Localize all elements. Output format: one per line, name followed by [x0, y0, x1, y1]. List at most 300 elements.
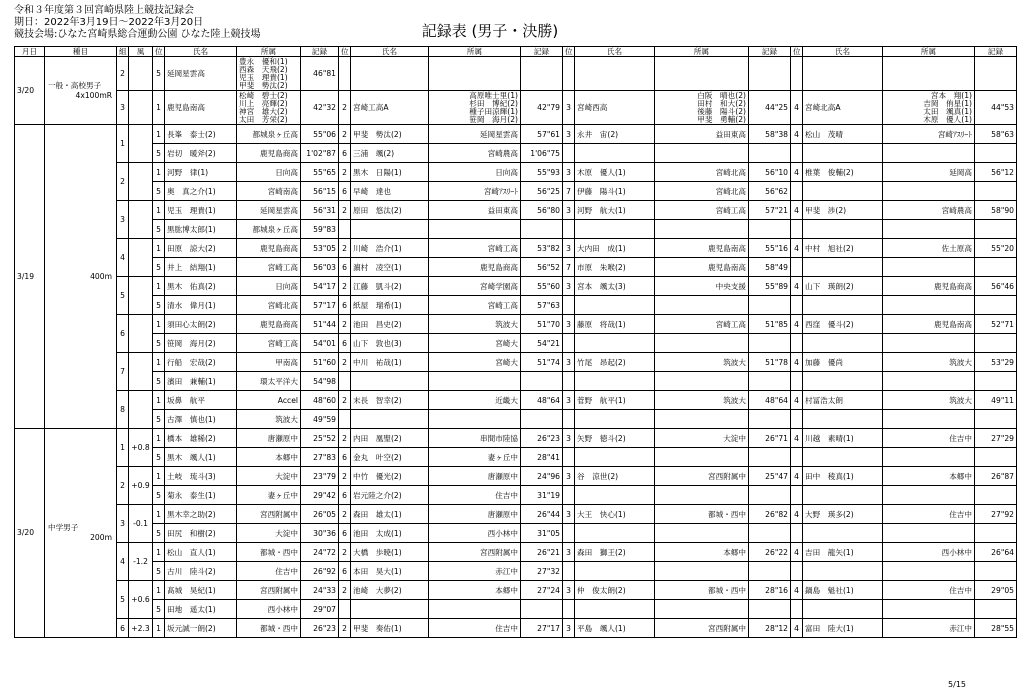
- affiliation: 鹿児島商高: [237, 315, 301, 334]
- place: 3: [563, 505, 575, 524]
- place: 2: [339, 391, 351, 410]
- record-empty: [521, 57, 563, 91]
- athlete-name-empty: [803, 334, 883, 353]
- place-empty: [563, 372, 575, 391]
- result-row: [15, 581, 1017, 600]
- athlete-name: 田尻 和樹(2): [165, 524, 237, 543]
- record-empty: [975, 448, 1017, 467]
- affiliation-empty: [655, 600, 749, 619]
- record: 55"60: [521, 277, 563, 296]
- result-row: [15, 448, 1017, 467]
- place-empty: [791, 258, 803, 277]
- relay-members: [429, 91, 521, 125]
- place-empty: [791, 410, 803, 429]
- record-empty: [521, 410, 563, 429]
- athlete-name: 濵村 凌空(1): [351, 258, 429, 277]
- affiliation-empty: [883, 410, 975, 429]
- affiliation: 宮西附属中: [237, 581, 301, 600]
- affiliation: 本郷中: [429, 581, 521, 600]
- record: 26"71: [749, 429, 791, 448]
- athlete-name: 木原 優人(1): [575, 163, 655, 182]
- place-empty: [563, 600, 575, 619]
- heat-number: 4: [117, 543, 129, 581]
- relay-member: 甲斐 勢汰(2): [239, 80, 288, 90]
- athlete-name: 須田心太朗(2): [165, 315, 237, 334]
- relay-member: 甲斐 勇輔(2): [697, 114, 746, 124]
- record: 46"81: [301, 57, 339, 91]
- place: 5: [153, 448, 165, 467]
- athlete-name: 大王 快心(1): [575, 505, 655, 524]
- record: 26"87: [975, 467, 1017, 486]
- affiliation-empty: [883, 182, 975, 201]
- affiliation-empty: [883, 600, 975, 619]
- athlete-name: 黒木 颯人(1): [165, 448, 237, 467]
- athlete-name-empty: [803, 220, 883, 239]
- record-empty: [749, 600, 791, 619]
- athlete-name: 川越 素晴(1): [803, 429, 883, 448]
- affiliation: 住吉中: [883, 429, 975, 448]
- affiliation-empty: [883, 448, 975, 467]
- column-header: 位: [791, 47, 803, 57]
- athlete-name: 竹尾 昂起(2): [575, 353, 655, 372]
- record: 55"06: [301, 125, 339, 144]
- relay-member: 太田 芳栄(2): [239, 114, 288, 124]
- place: 4: [791, 543, 803, 562]
- athlete-name: 川崎 浩介(1): [351, 239, 429, 258]
- wind-reading: [129, 353, 153, 391]
- wind-reading: +0.6: [129, 581, 153, 619]
- place: 6: [339, 448, 351, 467]
- place: 5: [153, 524, 165, 543]
- result-row: [15, 182, 1017, 201]
- relay-member: 児玉 理貴(1): [239, 72, 288, 82]
- athlete-name-empty: [575, 220, 655, 239]
- athlete-name: 坂鼻 航平: [165, 391, 237, 410]
- place: 2: [339, 277, 351, 296]
- heat-number: 2: [117, 467, 129, 505]
- record: 56"62: [749, 182, 791, 201]
- meet-name: 令和３年度第３回宮崎県陸上競技記録会: [14, 5, 194, 16]
- record: 51"70: [521, 315, 563, 334]
- record-empty: [521, 600, 563, 619]
- result-row: [15, 315, 1017, 334]
- record-empty: [749, 144, 791, 163]
- result-row: [15, 391, 1017, 410]
- wind-reading: +0.8: [129, 429, 153, 467]
- athlete-name: 仲 俊太朗(2): [575, 581, 655, 600]
- heat-number: 5: [117, 581, 129, 619]
- record: 24"72: [301, 543, 339, 562]
- event-name: 400m: [90, 271, 112, 281]
- affiliation: 住吉中: [237, 562, 301, 581]
- athlete-name-empty: [351, 372, 429, 391]
- heat-number: 4: [117, 239, 129, 277]
- affiliation: 宮崎大: [429, 353, 521, 372]
- athlete-name: 坂元誠一朗(2): [165, 619, 237, 638]
- athlete-name: 土岐 琉斗(3): [165, 467, 237, 486]
- heat-number: 3: [117, 91, 129, 125]
- place: 6: [339, 144, 351, 163]
- affiliation-empty: [883, 562, 975, 581]
- athlete-name: 田中 稜真(1): [803, 467, 883, 486]
- heat-number: 3: [117, 505, 129, 543]
- place: 2: [339, 619, 351, 638]
- event-name: 200m: [90, 533, 112, 542]
- athlete-name: 濱田 兼輔(1): [165, 372, 237, 391]
- column-header: 位: [563, 47, 575, 57]
- athlete-name-empty: [803, 144, 883, 163]
- place: 4: [791, 619, 803, 638]
- record: 48"64: [749, 391, 791, 410]
- athlete-name: 清水 偉月(1): [165, 296, 237, 315]
- record: 1'06"75: [521, 144, 563, 163]
- athlete-name-empty: [803, 258, 883, 277]
- athlete-name: 古澤 慎也(1): [165, 410, 237, 429]
- place: 3: [563, 201, 575, 220]
- heat-number: 6: [117, 315, 129, 353]
- affiliation: 鹿児島南高: [883, 315, 975, 334]
- record: 51"78: [749, 353, 791, 372]
- wind-reading: [129, 163, 153, 201]
- result-row: [15, 57, 1017, 91]
- record: 55"89: [749, 277, 791, 296]
- athlete-name: 原田 悠汰(2): [351, 201, 429, 220]
- athlete-name-empty: [575, 334, 655, 353]
- wind-reading: [129, 125, 153, 163]
- place-empty: [791, 486, 803, 505]
- athlete-name: 延岡星雲高: [165, 57, 237, 91]
- place: 3: [563, 239, 575, 258]
- affiliation: 唐瀬原中: [237, 429, 301, 448]
- record-empty: [975, 600, 1017, 619]
- record: 56"10: [749, 163, 791, 182]
- affiliation: 宮崎北高: [655, 182, 749, 201]
- athlete-name: 森田 獅王(2): [575, 543, 655, 562]
- column-header: 記録: [975, 47, 1017, 57]
- athlete-name-empty: [803, 524, 883, 543]
- affiliation: 宮西附属中: [655, 619, 749, 638]
- place-empty: [791, 296, 803, 315]
- place-empty: [791, 562, 803, 581]
- affiliation-empty: [655, 220, 749, 239]
- place: 1: [153, 315, 165, 334]
- affiliation-empty: [429, 57, 521, 91]
- place: 1: [153, 391, 165, 410]
- page-number: 5/15: [948, 680, 966, 689]
- athlete-name: 藤原 将哉(1): [575, 315, 655, 334]
- place-empty: [339, 600, 351, 619]
- relay-members: [237, 91, 301, 125]
- affiliation: 本郷中: [883, 467, 975, 486]
- athlete-name: 鍋島 魁社(1): [803, 581, 883, 600]
- athlete-name: 宮本 颯太(3): [575, 277, 655, 296]
- place: 3: [563, 277, 575, 296]
- record: 57"63: [521, 296, 563, 315]
- record: 27"32: [521, 562, 563, 581]
- event-date: 3/20: [15, 429, 45, 638]
- record: 27"83: [301, 448, 339, 467]
- place-empty: [563, 524, 575, 543]
- relay-member: 太田 颯真(1): [923, 106, 972, 116]
- heat-number: 2: [117, 57, 129, 91]
- record-empty: [975, 220, 1017, 239]
- affiliation: 赤江中: [429, 562, 521, 581]
- affiliation: 延岡星雲高: [429, 125, 521, 144]
- affiliation: 住吉中: [429, 619, 521, 638]
- record: 31"19: [521, 486, 563, 505]
- result-row: [15, 372, 1017, 391]
- athlete-name-empty: [351, 220, 429, 239]
- relay-member: 松崎 碧士(2): [239, 90, 288, 100]
- place: 5: [153, 57, 165, 91]
- relay-member: 白阪 晴也(2): [697, 90, 746, 100]
- record: 57"21: [749, 201, 791, 220]
- record: 56"25: [521, 182, 563, 201]
- record: 51"44: [301, 315, 339, 334]
- place: 3: [563, 391, 575, 410]
- athlete-name: 三浦 颯(2): [351, 144, 429, 163]
- athlete-name: 大内田 成(1): [575, 239, 655, 258]
- column-header: 氏名: [351, 47, 429, 57]
- athlete-name-empty: [575, 600, 655, 619]
- place-empty: [563, 220, 575, 239]
- athlete-name: 吉田 龍矢(1): [803, 543, 883, 562]
- affiliation: 筑波大: [883, 353, 975, 372]
- event-cell: [45, 429, 117, 638]
- affiliation: 唐瀬原中: [429, 505, 521, 524]
- wind-reading: -0.1: [129, 505, 153, 543]
- athlete-name: 伊藤 陽斗(1): [575, 182, 655, 201]
- record-empty: [975, 410, 1017, 429]
- athlete-name: 児玉 理貴(1): [165, 201, 237, 220]
- athlete-name: 橋本 雄稀(2): [165, 429, 237, 448]
- meet-venue: 競技会場:ひなた宮崎県総合運動公園 ひなた陸上競技場: [14, 29, 261, 40]
- event-date: 3/20: [15, 57, 45, 125]
- record: 27"92: [975, 505, 1017, 524]
- place: 4: [791, 315, 803, 334]
- relay-member: 田村 和大(2): [697, 98, 746, 108]
- record: 29"07: [301, 600, 339, 619]
- heat-number: 1: [117, 429, 129, 467]
- relay-members: [655, 91, 749, 125]
- affiliation-empty: [429, 600, 521, 619]
- athlete-name: 甲斐 渉(2): [803, 201, 883, 220]
- affiliation-empty: [429, 220, 521, 239]
- affiliation: 宮崎工高: [237, 258, 301, 277]
- record-empty: [975, 334, 1017, 353]
- relay-members: [883, 91, 975, 125]
- place: 5: [153, 296, 165, 315]
- athlete-name-empty: [803, 486, 883, 505]
- record: 54"98: [301, 372, 339, 391]
- athlete-name: 奥 真之介(1): [165, 182, 237, 201]
- record: 52"71: [975, 315, 1017, 334]
- result-row: [15, 258, 1017, 277]
- place-empty: [791, 57, 803, 91]
- place: 4: [791, 239, 803, 258]
- event-category: 中学男子: [48, 523, 79, 532]
- place: 1: [153, 505, 165, 524]
- record: 56"46: [975, 277, 1017, 296]
- record: 56"80: [521, 201, 563, 220]
- column-header: 記録: [521, 47, 563, 57]
- place-empty: [339, 372, 351, 391]
- athlete-name: 髙城 昊紀(1): [165, 581, 237, 600]
- affiliation-empty: [655, 144, 749, 163]
- column-header: 月日: [15, 47, 45, 57]
- affiliation: 佐土原高: [883, 239, 975, 258]
- result-row: [15, 505, 1017, 524]
- record: 58"38: [749, 125, 791, 144]
- athlete-name-empty: [803, 448, 883, 467]
- athlete-name-empty: [803, 182, 883, 201]
- place: 2: [339, 353, 351, 372]
- athlete-name-empty: [803, 562, 883, 581]
- affiliation: 大淀中: [655, 429, 749, 448]
- record-empty: [975, 372, 1017, 391]
- affiliation: 大淀中: [237, 467, 301, 486]
- column-header: 所属: [655, 47, 749, 57]
- affiliation: 筑波大: [655, 353, 749, 372]
- affiliation-empty: [429, 410, 521, 429]
- record: 28"12: [749, 619, 791, 638]
- affiliation: 都城泉ヶ丘高: [237, 220, 301, 239]
- place: 2: [339, 581, 351, 600]
- record: 54"01: [301, 334, 339, 353]
- place: 1: [153, 543, 165, 562]
- column-header: 記録: [749, 47, 791, 57]
- athlete-name: 富田 陸大(1): [803, 619, 883, 638]
- place: 3: [563, 543, 575, 562]
- record: 57"61: [521, 125, 563, 144]
- record: 48"60: [301, 391, 339, 410]
- affiliation-empty: [655, 562, 749, 581]
- wind-reading: [129, 239, 153, 277]
- column-header: 所属: [237, 47, 301, 57]
- athlete-name-empty: [803, 410, 883, 429]
- affiliation: 宮崎ｱｽﾘｰﾄ: [883, 125, 975, 144]
- wind-reading: [129, 201, 153, 239]
- affiliation: 都城・西中: [237, 543, 301, 562]
- column-header: 記録: [301, 47, 339, 57]
- affiliation: 中央支援: [655, 277, 749, 296]
- affiliation: 環太平洋大: [237, 372, 301, 391]
- record: 58"90: [975, 201, 1017, 220]
- athlete-name: 大橋 歩暁(1): [351, 543, 429, 562]
- affiliation: 宮崎大: [429, 334, 521, 353]
- column-header: 氏名: [803, 47, 883, 57]
- place: 5: [153, 600, 165, 619]
- column-header: 氏名: [575, 47, 655, 57]
- affiliation: 西小林中: [429, 524, 521, 543]
- record: 53"29: [975, 353, 1017, 372]
- place: 3: [563, 429, 575, 448]
- affiliation: Accel: [237, 391, 301, 410]
- record: 27"24: [521, 581, 563, 600]
- result-row: [15, 277, 1017, 296]
- athlete-name-empty: [803, 372, 883, 391]
- record: 44"25: [749, 91, 791, 125]
- place-empty: [791, 182, 803, 201]
- record: 23"79: [301, 467, 339, 486]
- heat-number: 7: [117, 353, 129, 391]
- affiliation: 宮崎農高: [429, 144, 521, 163]
- affiliation-empty: [655, 524, 749, 543]
- affiliation: 鹿児島南高: [655, 258, 749, 277]
- record: 53"05: [301, 239, 339, 258]
- affiliation-empty: [883, 524, 975, 543]
- record-empty: [521, 220, 563, 239]
- record: 49"11: [975, 391, 1017, 410]
- result-row: [15, 201, 1017, 220]
- place: 4: [791, 125, 803, 144]
- athlete-name: 加藤 優尚: [803, 353, 883, 372]
- place-empty: [563, 486, 575, 505]
- athlete-name: 黒肱博太郎(1): [165, 220, 237, 239]
- place: 1: [153, 125, 165, 144]
- affiliation: 宮崎学園高: [429, 277, 521, 296]
- athlete-name: 長峯 泰士(2): [165, 125, 237, 144]
- place: 2: [339, 543, 351, 562]
- place: 2: [339, 429, 351, 448]
- record: 55"93: [521, 163, 563, 182]
- affiliation-empty: [883, 372, 975, 391]
- affiliation: 甲南高: [237, 353, 301, 372]
- column-header: 組: [117, 47, 129, 57]
- place-empty: [563, 296, 575, 315]
- affiliation-empty: [655, 296, 749, 315]
- affiliation: 大淀中: [237, 524, 301, 543]
- place: 4: [791, 91, 803, 125]
- record: 51"85: [749, 315, 791, 334]
- record: 58"49: [749, 258, 791, 277]
- place: 4: [791, 163, 803, 182]
- place: 5: [153, 372, 165, 391]
- relay-member: 吉岡 侑星(1): [923, 98, 972, 108]
- place: 3: [563, 353, 575, 372]
- record: 27"17: [521, 619, 563, 638]
- place: 1: [153, 201, 165, 220]
- athlete-name: 笹岡 海月(2): [165, 334, 237, 353]
- athlete-name-empty: [575, 486, 655, 505]
- athlete-name: 田地 遥太(1): [165, 600, 237, 619]
- athlete-name-empty: [575, 524, 655, 543]
- record: 56"03: [301, 258, 339, 277]
- record: 51"74: [521, 353, 563, 372]
- affiliation: 妻ヶ丘中: [237, 486, 301, 505]
- record: 57"17: [301, 296, 339, 315]
- place: 7: [563, 182, 575, 201]
- result-row: [15, 163, 1017, 182]
- athlete-name: 紙屋 瑠希(1): [351, 296, 429, 315]
- heat-number: 6: [117, 619, 129, 638]
- athlete-name: 池田 太成(1): [351, 524, 429, 543]
- result-row: [15, 543, 1017, 562]
- athlete-name: 岩元陸之介(2): [351, 486, 429, 505]
- result-row: [15, 429, 1017, 448]
- place-empty: [791, 448, 803, 467]
- athlete-name: 村冨浩太朗: [803, 391, 883, 410]
- athlete-name: 松山 直人(1): [165, 543, 237, 562]
- affiliation: 都城・西中: [237, 619, 301, 638]
- wind-reading: [129, 315, 153, 353]
- athlete-name: 本田 昊大(1): [351, 562, 429, 581]
- record: 56"15: [301, 182, 339, 201]
- place: 6: [339, 524, 351, 543]
- athlete-name: 黒木 佑真(2): [165, 277, 237, 296]
- affiliation: 唐瀬原中: [429, 467, 521, 486]
- relay-member: 後藤 陽斗(2): [697, 106, 746, 116]
